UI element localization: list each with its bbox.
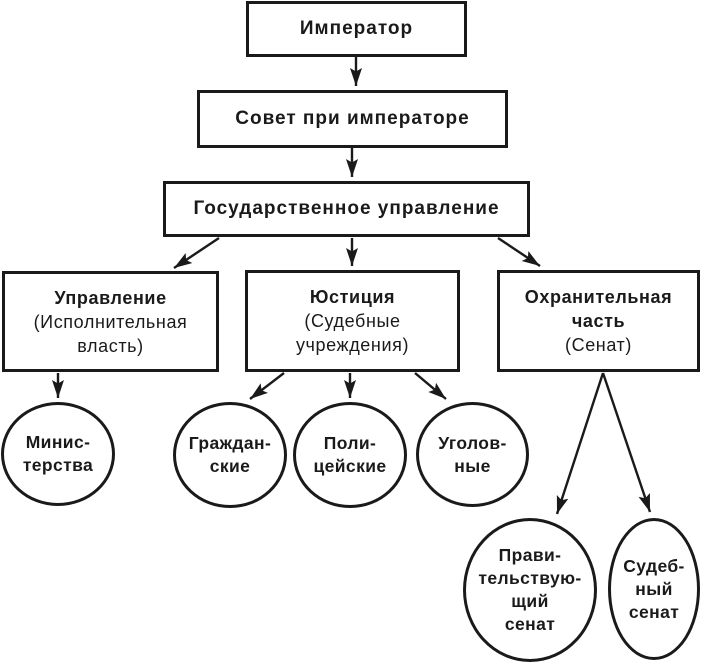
node-protective-subtitle: (Сенат) xyxy=(565,335,632,355)
arrow-justice-to-criminal xyxy=(415,373,446,399)
node-council-label: Совет при императоре xyxy=(235,108,470,129)
node-governing-senate-line2: тельствую- xyxy=(478,568,582,588)
node-state-admin xyxy=(163,181,530,237)
arrow-state-admin-to-administration xyxy=(174,238,219,268)
node-police-line2: цейские xyxy=(313,456,387,476)
node-protective-title-line2: часть xyxy=(571,311,626,331)
node-administration-subtitle-line2: власть) xyxy=(77,335,144,356)
node-ministries-line2: терства xyxy=(22,455,94,475)
node-governing-senate-line1: Прави- xyxy=(498,545,562,565)
node-protective-title-line1: Охранительная xyxy=(524,287,673,307)
node-police-courts xyxy=(293,402,407,508)
node-governing-senate xyxy=(463,518,597,662)
node-civil-line2: ские xyxy=(209,456,251,476)
node-judicial-senate-line3: сенат xyxy=(628,601,680,622)
node-justice-title: Юстиция xyxy=(309,287,396,307)
node-governing-senate-line4: сенат xyxy=(504,614,556,634)
node-administration-title: Управление xyxy=(54,287,167,308)
arrow-justice-to-civil xyxy=(250,373,284,399)
node-emperor-label: Император xyxy=(299,18,414,39)
node-administration-subtitle-line1: (Исполнительная xyxy=(33,311,188,332)
node-protective xyxy=(497,270,700,372)
node-civil-courts xyxy=(173,402,287,508)
node-state-admin-label: Государственное управление xyxy=(193,198,500,219)
node-administration xyxy=(2,271,219,372)
arrow-protective-to-governing-senate xyxy=(557,373,603,514)
node-governing-senate-line3: щий xyxy=(511,591,549,611)
node-criminal-courts xyxy=(416,402,529,507)
node-justice-subtitle-line1: (Судебные xyxy=(304,311,401,331)
node-judicial-senate-line2: ный xyxy=(635,578,673,599)
node-emperor xyxy=(246,1,467,57)
node-council xyxy=(197,90,508,148)
node-police-line1: Поли- xyxy=(323,433,377,453)
node-civil-line1: Граждан- xyxy=(188,433,272,453)
node-ministries-line1: Минис- xyxy=(25,432,91,452)
node-justice-subtitle-line2: учреждения) xyxy=(295,335,410,355)
node-justice xyxy=(245,270,460,372)
arrow-state-admin-to-protective xyxy=(498,238,540,266)
arrow-protective-to-judicial-senate xyxy=(603,373,650,512)
node-judicial-senate-line1: Судеб- xyxy=(623,555,685,576)
node-judicial-senate xyxy=(608,518,700,660)
node-ministries xyxy=(1,402,115,506)
node-criminal-line2: ные xyxy=(454,455,491,476)
node-criminal-line1: Уголов- xyxy=(438,432,507,453)
